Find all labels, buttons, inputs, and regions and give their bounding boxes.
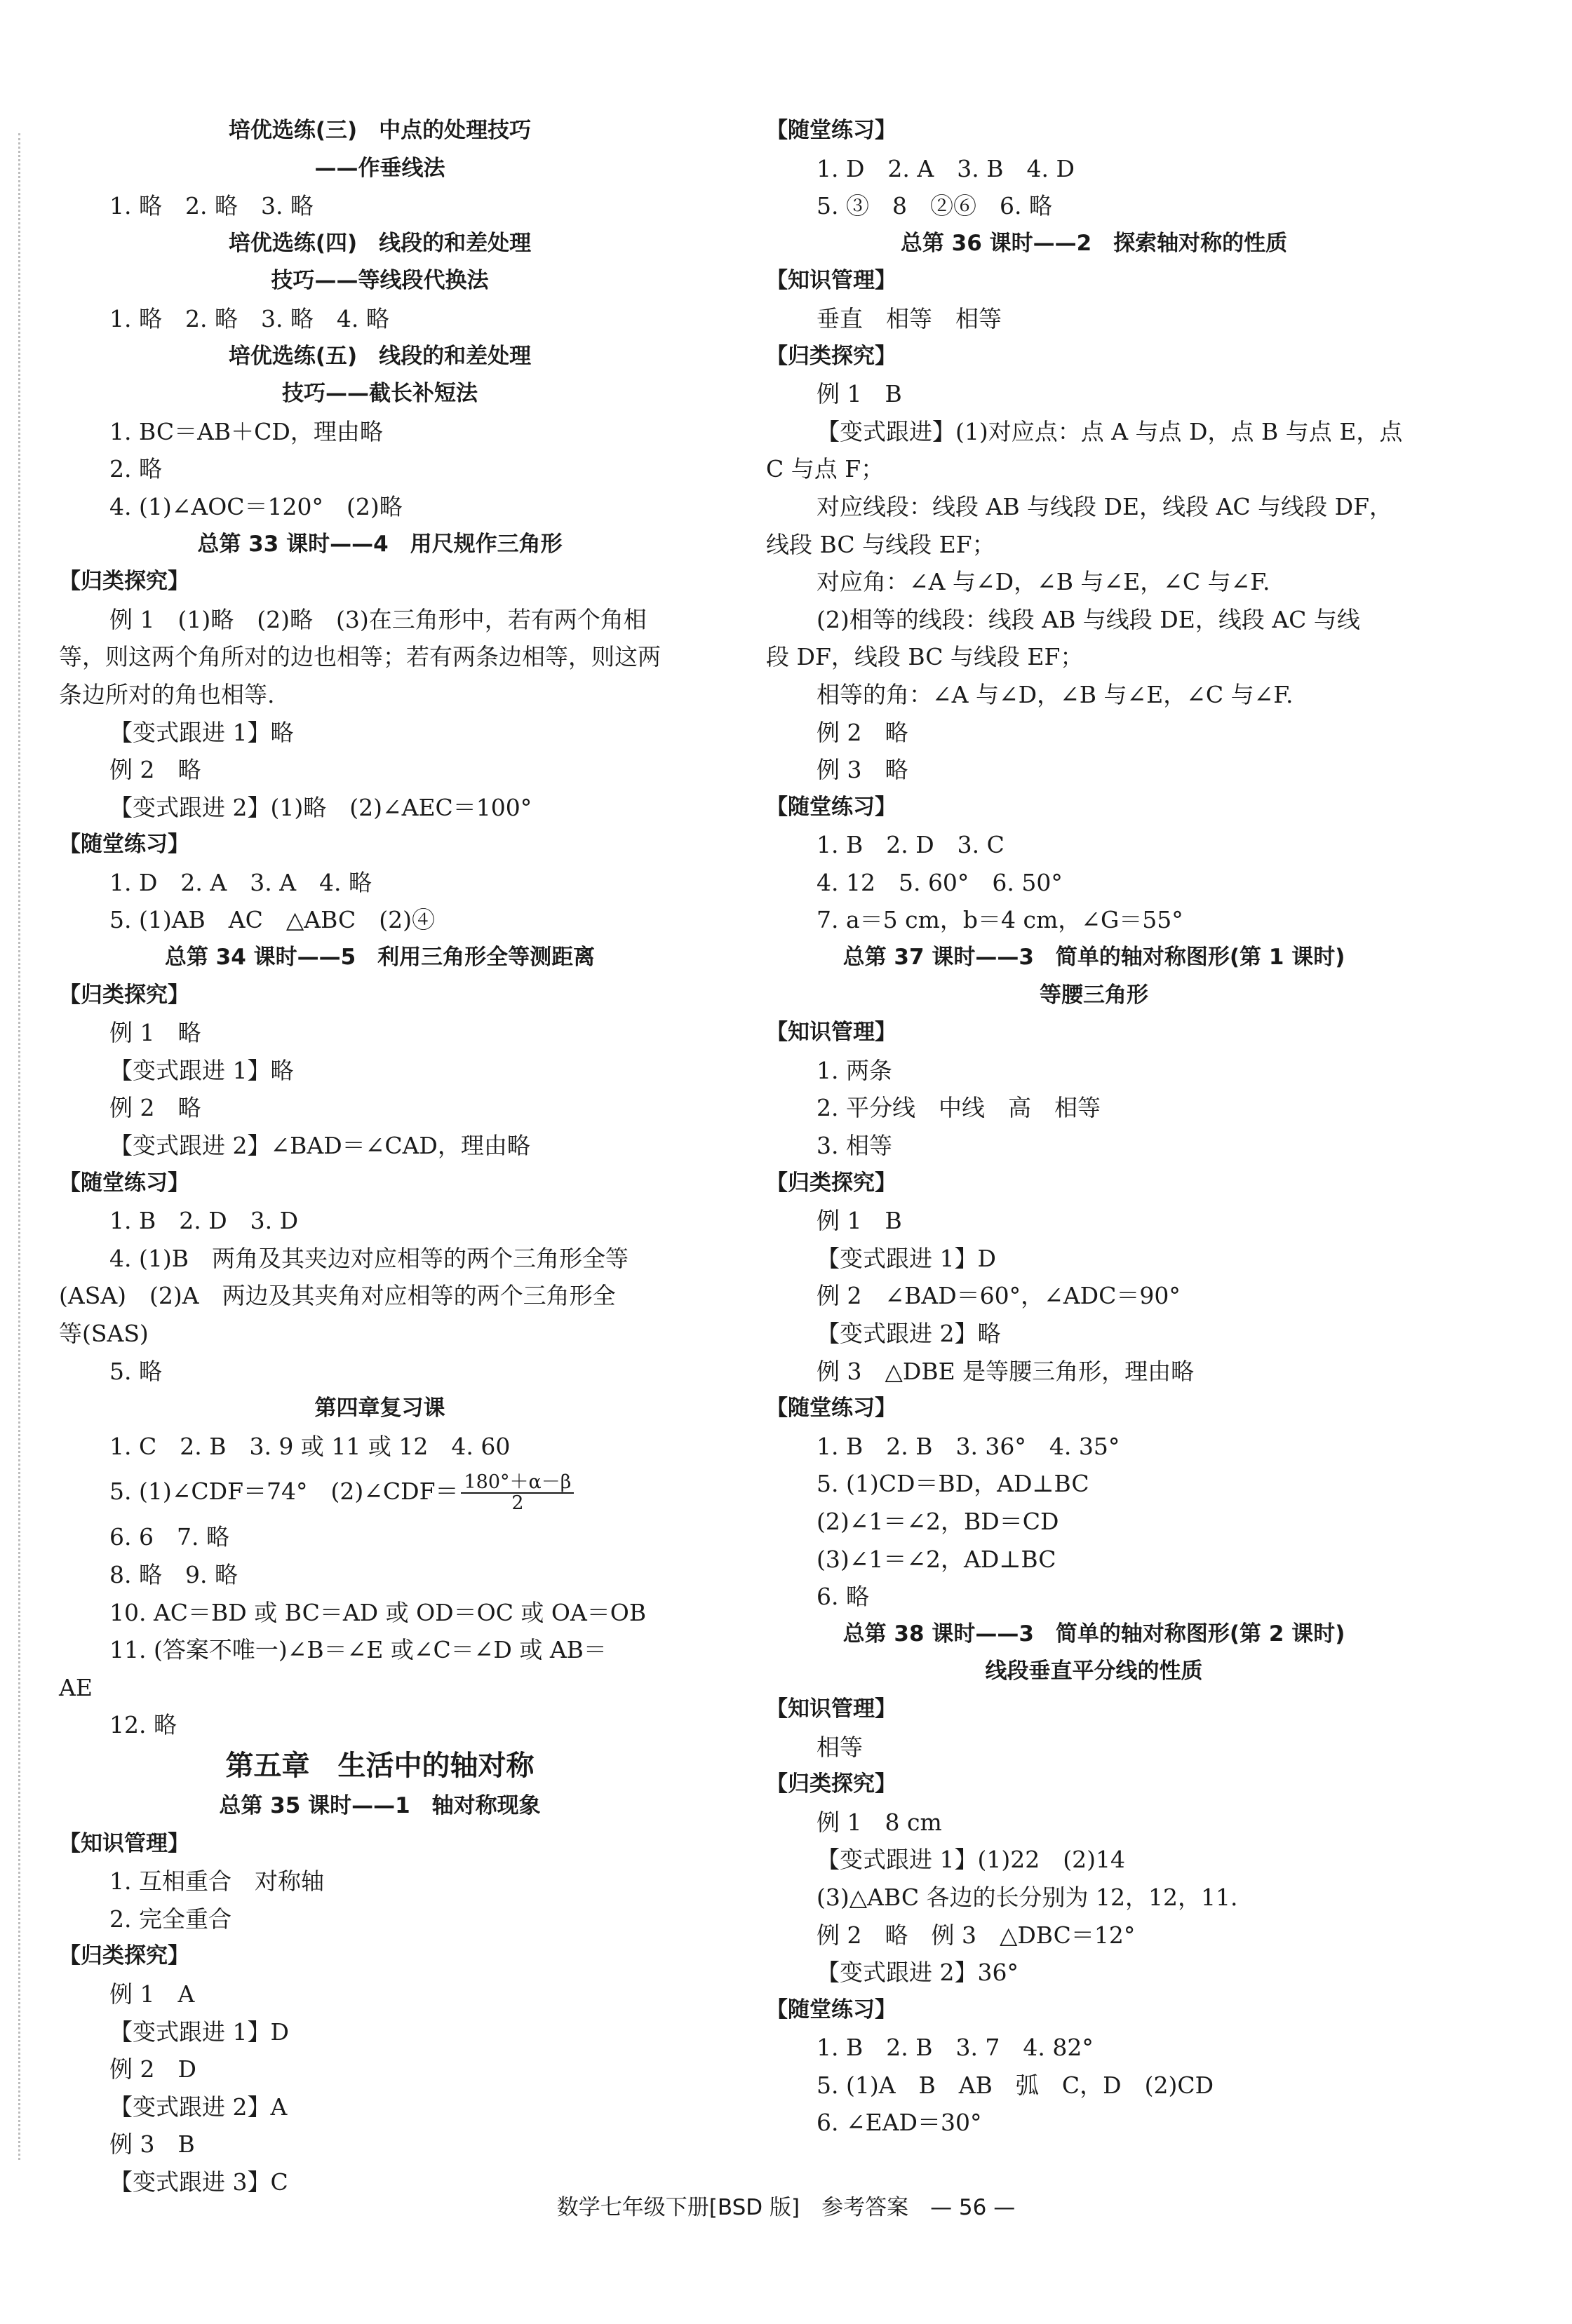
- answer-line: 例 1 B: [817, 380, 902, 408]
- answer-line: 对应角：∠A 与∠D，∠B 与∠E，∠C 与∠F.: [817, 568, 1270, 596]
- subsection-label: 【随堂练习】: [59, 1170, 189, 1196]
- section-heading: 培优选练(五) 线段的和差处理: [228, 343, 532, 369]
- answer-line: 例 2 略 例 3 △DBC＝12°: [817, 1921, 1136, 1949]
- answer-line: 【变式跟进 3】C: [109, 2168, 288, 2196]
- answer-line: 等，则这两个角所对的边也相等；若有两条边相等，则这两: [59, 643, 661, 671]
- section-heading: 总第 38 课时——3 简单的轴对称图形(第 2 课时): [842, 1621, 1345, 1647]
- answer-line: 4. (1)∠AOC＝120° (2)略: [109, 492, 403, 520]
- answer-line: 例 3 B: [109, 2130, 195, 2159]
- answer-line: 6. 6 7. 略: [109, 1523, 229, 1551]
- answer-line: 等(SAS): [59, 1320, 149, 1347]
- answer-line: 5. (1)CD＝BD，AD⊥BC: [817, 1470, 1089, 1498]
- answer-line: (3)△ABC 各边的长分别为 12，12，11.: [817, 1883, 1238, 1911]
- answer-line: 7. a＝5 cm，b＝4 cm，∠G＝55°: [817, 906, 1183, 934]
- answer-line: 1. 互相重合 对称轴: [109, 1867, 324, 1896]
- section-heading: 总第 33 课时——4 用尺规作三角形: [197, 531, 563, 557]
- answer-line: 例 3 略: [817, 756, 908, 784]
- answer-line: 1. D 2. A 3. B 4. D: [817, 154, 1075, 182]
- answer-line: 例 2 略: [109, 756, 201, 784]
- answer-line: 1. D 2. A 3. A 4. 略: [109, 868, 372, 896]
- answer-line: 例 1 B: [817, 1207, 902, 1235]
- answer-line: 【变式跟进 1】D: [109, 2018, 289, 2046]
- subsection-label: 【知识管理】: [766, 268, 896, 294]
- answer-line: 1. B 2. B 3. 7 4. 82°: [817, 2034, 1094, 2062]
- answer-line: (2)∠1＝∠2，BD＝CD: [817, 1507, 1059, 1535]
- answer-line: (ASA) (2)A 两边及其夹角对应相等的两个三角形全: [59, 1282, 616, 1310]
- answer-line: 1. B 2. D 3. D: [109, 1207, 299, 1235]
- subsection-label: 【随堂练习】: [766, 794, 896, 820]
- subsection-label: 【随堂练习】: [766, 118, 896, 143]
- subsection-label: 【知识管理】: [766, 1020, 896, 1046]
- section-heading: 技巧——截长补短法: [282, 381, 478, 407]
- answer-line: 【变式跟进 1】略: [109, 718, 294, 746]
- answer-line: 线段 BC 与线段 EF；: [766, 530, 995, 558]
- subsection-label: 【归类探究】: [59, 982, 189, 1008]
- answer-line: 例 1 (1)略 (2)略 (3)在三角形中，若有两个角相: [109, 605, 647, 633]
- answer-line: 例 1 略: [109, 1019, 201, 1047]
- section-heading: 总第 35 课时——1 轴对称现象: [219, 1792, 541, 1818]
- section-heading: 总第 37 课时——3 简单的轴对称图形(第 1 课时): [842, 945, 1345, 971]
- answer-line: 1. 略 2. 略 3. 略 4. 略: [109, 304, 389, 332]
- chapter-title: 第五章 生活中的轴对称: [225, 1749, 535, 1782]
- section-heading: ——作垂线法: [314, 155, 445, 181]
- answer-line: 1. B 2. B 3. 36° 4. 35°: [817, 1432, 1120, 1460]
- answer-line: (2)相等的线段：线段 AB 与线段 DE，线段 AC 与线: [817, 605, 1360, 633]
- answer-line: 【变式跟进】(1)对应点：点 A 与点 D，点 B 与点 E，点: [817, 417, 1403, 445]
- answer-line: 6. 略: [817, 1583, 869, 1611]
- answer-line: 12. 略: [109, 1711, 177, 1739]
- subsection-label: 【随堂练习】: [766, 1997, 896, 2022]
- answer-line: 例 2 ∠BAD＝60°，∠ADC＝90°: [817, 1282, 1181, 1310]
- answer-line: 5. (1)A B AB 弧 C，D (2)CD: [817, 2071, 1214, 2099]
- section-heading: 等腰三角形: [1040, 982, 1148, 1008]
- answer-line: 1. 两条: [817, 1056, 892, 1084]
- answer-line: 5. 略: [109, 1357, 162, 1385]
- answer-line: AE: [59, 1673, 93, 1701]
- answer-line: 2. 略: [109, 455, 162, 483]
- answer-line: 10. AC＝BD 或 BC＝AD 或 OD＝OC 或 OA＝OB: [109, 1598, 647, 1626]
- answer-line: 1. BC＝AB＋CD，理由略: [109, 417, 383, 445]
- section-heading: 总第 36 课时——2 探索轴对称的性质: [900, 230, 1288, 256]
- fraction-denominator: 2: [511, 1492, 524, 1515]
- answer-line: 【变式跟进 2】36°: [817, 1959, 1019, 1987]
- subsection-label: 【随堂练习】: [766, 1396, 896, 1421]
- answer-line: 【变式跟进 1】(1)22 (2)14: [817, 1846, 1125, 1874]
- subsection-label: 【随堂练习】: [59, 832, 189, 858]
- answer-line: (3)∠1＝∠2，AD⊥BC: [817, 1545, 1056, 1573]
- answer-line: 2. 平分线 中线 高 相等: [817, 1094, 1101, 1122]
- answer-line: 【变式跟进 2】(1)略 (2)∠AEC＝100°: [109, 793, 532, 821]
- answer-line: 1. B 2. D 3. C: [817, 831, 1005, 859]
- answer-line: 6. ∠EAD＝30°: [817, 2109, 982, 2137]
- margin-dotted-line: [18, 133, 20, 2160]
- answer-line: [59, 1465, 701, 1518]
- answer-text: 5. (1)∠CDF＝74° (2)∠CDF＝: [109, 1478, 459, 1506]
- answer-line: 1. 略 2. 略 3. 略: [109, 192, 314, 220]
- subsection-label: 【归类探究】: [766, 1771, 896, 1797]
- fraction: [461, 1473, 574, 1514]
- answer-line: 段 DF，线段 BC 与线段 EF；: [766, 643, 1084, 671]
- answer-line: 例 1 8 cm: [817, 1808, 942, 1836]
- right-column: [766, 112, 1422, 2142]
- answer-line: 【变式跟进 2】∠BAD＝∠CAD，理由略: [109, 1132, 530, 1160]
- answer-line: 【变式跟进 1】D: [817, 1244, 996, 1272]
- answer-line: 5. (1)AB AC △ABC (2)④: [109, 906, 435, 934]
- left-column: [59, 112, 701, 2201]
- answer-line: 【变式跟进 2】略: [817, 1320, 1001, 1347]
- section-heading: 总第 34 课时——5 利用三角形全等测距离: [164, 945, 596, 971]
- section-heading: 培优选练(三) 中点的处理技巧: [228, 118, 532, 143]
- section-heading: 培优选练(四) 线段的和差处理: [228, 230, 532, 256]
- answer-line: 例 2 略: [817, 718, 908, 746]
- answer-line: 3. 相等: [817, 1132, 892, 1160]
- answer-line: 【变式跟进 1】略: [109, 1056, 294, 1084]
- subsection-label: 【归类探究】: [766, 1170, 896, 1196]
- answer-line: 2. 完全重合: [109, 1905, 231, 1933]
- answer-line: 8. 略 9. 略: [109, 1560, 238, 1588]
- answer-line: 例 2 D: [109, 2055, 196, 2083]
- answer-line: 例 3 △DBE 是等腰三角形，理由略: [817, 1357, 1195, 1385]
- answer-line: 1. C 2. B 3. 9 或 11 或 12 4. 60: [109, 1432, 511, 1460]
- answer-line: 垂直 相等 相等: [817, 304, 1002, 332]
- answer-line: 相等的角：∠A 与∠D，∠B 与∠E，∠C 与∠F.: [817, 680, 1294, 708]
- answer-line: 相等: [817, 1733, 863, 1761]
- answer-line: 5. ③ 8 ②⑥ 6. 略: [817, 192, 1052, 220]
- subsection-label: 【归类探究】: [766, 343, 896, 369]
- subsection-label: 【知识管理】: [766, 1696, 896, 1722]
- subsection-label: 【知识管理】: [59, 1830, 189, 1856]
- answer-line: 4. 12 5. 60° 6. 50°: [817, 868, 1063, 896]
- section-heading: 第四章复习课: [314, 1396, 445, 1421]
- answer-line: 例 1 A: [109, 1980, 195, 2008]
- page-footer: 数学七年级下册[BSD 版] 参考答案 — 56 —: [556, 2195, 1016, 2220]
- fraction-numerator: 180°＋α－β: [461, 1473, 574, 1494]
- subsection-label: 【归类探究】: [59, 1943, 189, 1969]
- section-heading: 线段垂直平分线的性质: [985, 1658, 1203, 1684]
- answer-line: 【变式跟进 2】A: [109, 2093, 288, 2121]
- subsection-label: 【归类探究】: [59, 569, 189, 595]
- answer-line: 11. (答案不唯一)∠B＝∠E 或∠C＝∠D 或 AB＝: [109, 1636, 607, 1664]
- answer-line: 4. (1)B 两角及其夹边对应相等的两个三角形全等: [109, 1244, 629, 1272]
- section-heading: 技巧——等线段代换法: [271, 268, 489, 294]
- answer-line: 例 2 略: [109, 1094, 201, 1122]
- answer-line: 条边所对的角也相等.: [59, 680, 275, 708]
- answer-line: 对应线段：线段 AB 与线段 DE，线段 AC 与线段 DF，: [817, 492, 1393, 520]
- answer-line: C 与点 F；: [766, 455, 885, 483]
